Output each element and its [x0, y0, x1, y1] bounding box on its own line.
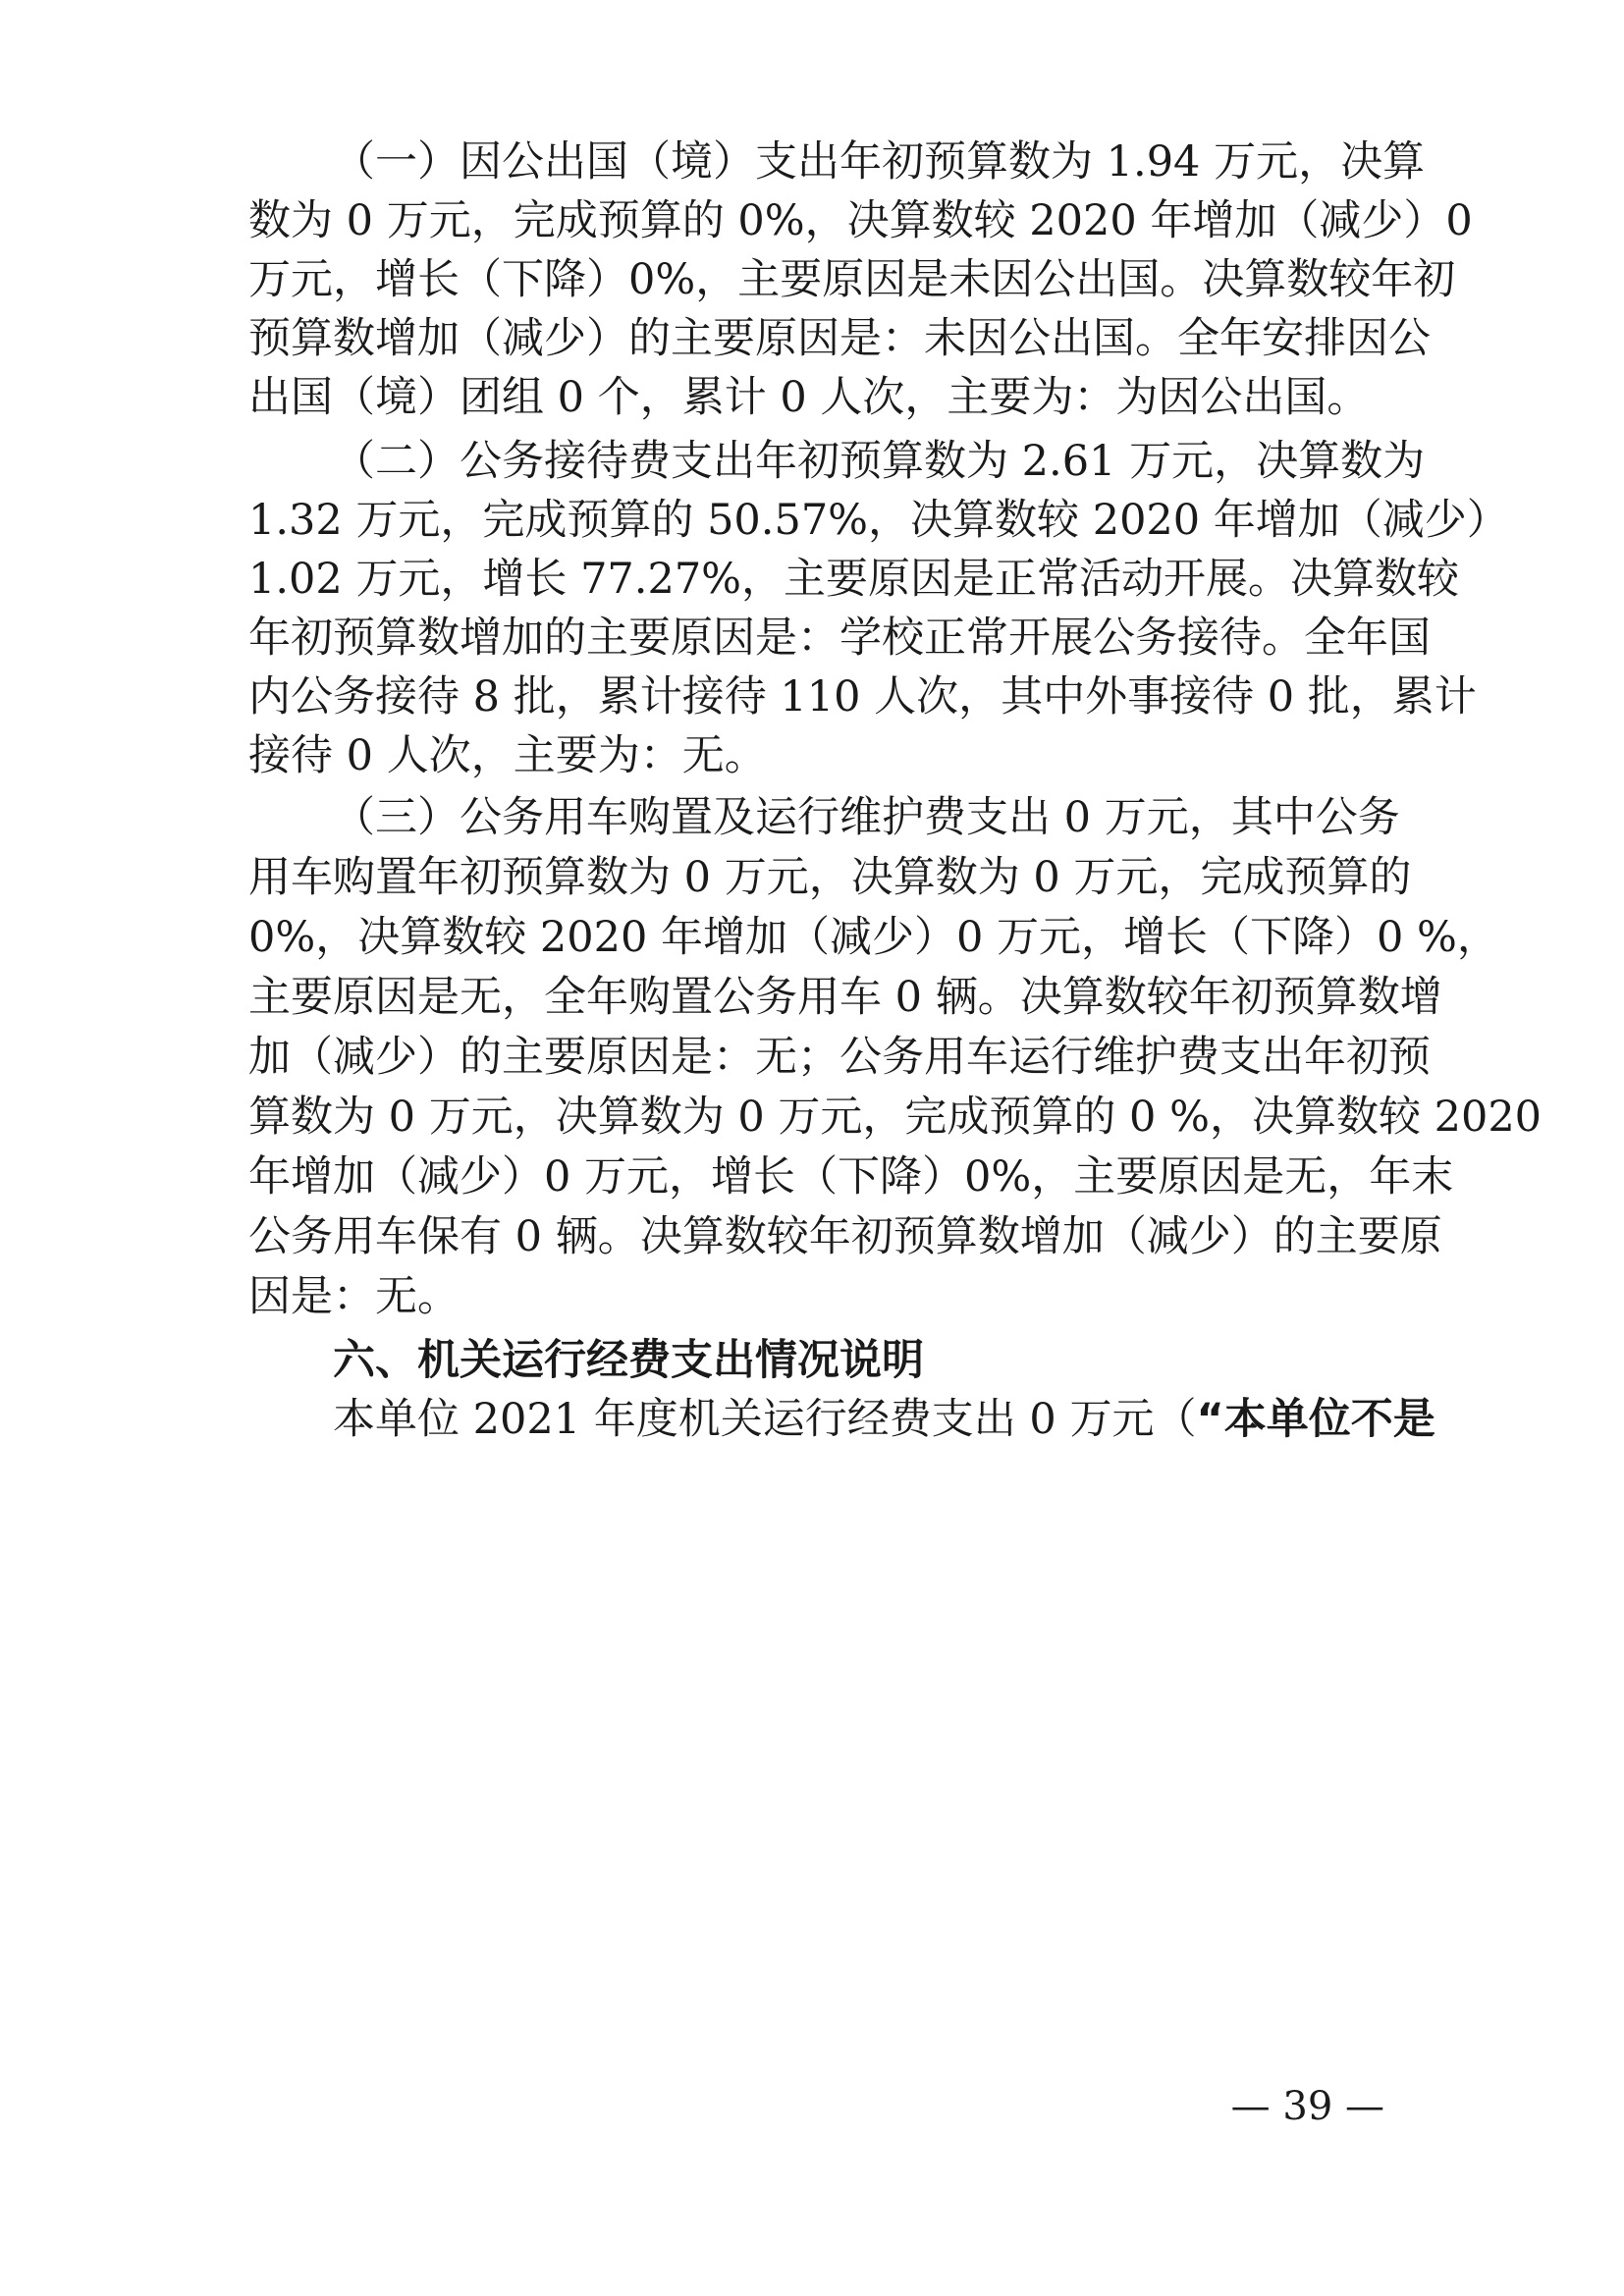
paragraph-1-line-3: 万元，增长（下降）0%，主要原因是未因公出国。决算数较年初 — [248, 255, 1456, 304]
paragraph-3-line-7: 年增加（减少）0 万元，增长（下降）0%，主要原因是无，年末 — [248, 1152, 1454, 1201]
paragraph-3-line-6: 算数为 0 万元，决算数为 0 万元，完成预算的 0 %，决算数较 2020 — [248, 1093, 1543, 1142]
paragraph-3-line-5: 加（减少）的主要原因是：无；公务用车运行维护费支出年初预 — [248, 1033, 1431, 1082]
paragraph-3-line-1: （三）公务用车购置及运行维护费支出 0 万元，其中公务 — [333, 793, 1400, 842]
section-heading: 六、机关运行经费支出情况说明 — [333, 1336, 924, 1385]
paragraph-4-plain-text: 本单位 2021 年度机关运行经费支出 0 万元（ — [333, 1395, 1197, 1444]
paragraph-2-line-6: 接待 0 人次，主要为：无。 — [248, 731, 767, 780]
paragraph-2-line-2: 1.32 万元，完成预算的 50.57%，决算数较 2020 年增加（减少） — [248, 496, 1509, 545]
paragraph-2-line-1: （二）公务接待费支出年初预算数为 2.61 万元，决算数为 — [333, 437, 1426, 486]
paragraph-3-line-9: 因是：无。 — [248, 1272, 460, 1321]
paragraph-2-line-3: 1.02 万元，增长 77.27%，主要原因是正常活动开展。决算数较 — [248, 555, 1460, 604]
paragraph-1-line-2: 数为 0 万元，完成预算的 0%，决算数较 2020 年增加（减少）0 — [248, 196, 1473, 245]
paragraph-3-line-2: 用车购置年初预算数为 0 万元，决算数为 0 万元，完成预算的 — [248, 853, 1412, 902]
paragraph-2-line-5: 内公务接待 8 批，累计接待 110 人次，其中外事接待 0 批，累计 — [248, 672, 1477, 721]
paragraph-2-line-4: 年初预算数增加的主要原因是：学校正常开展公务接待。全年国 — [248, 614, 1431, 663]
paragraph-1-line-4: 预算数增加（减少）的主要原因是：未因公出国。全年安排因公 — [248, 314, 1431, 363]
paragraph-3-line-3: 0%，决算数较 2020 年增加（减少）0 万元，增长（下降）0 %， — [248, 913, 1499, 962]
paragraph-1-line-1: （一）因公出国（境）支出年初预算数为 1.94 万元，决算 — [333, 137, 1426, 187]
page-number: — 39 — — [1230, 2084, 1384, 2129]
paragraph-3-line-8: 公务用车保有 0 辆。决算数较年初预算数增加（减少）的主要原 — [248, 1212, 1442, 1261]
paragraph-1-line-5: 出国（境）团组 0 个，累计 0 人次，主要为：为因公出国。 — [248, 373, 1370, 422]
paragraph-3-line-4: 主要原因是无，全年购置公务用车 0 辆。决算数较年初预算数增 — [248, 973, 1442, 1022]
paragraph-4-bold-text: “本单位不是 — [1196, 1395, 1435, 1444]
paragraph-4-line-1 — [333, 1390, 1435, 1449]
